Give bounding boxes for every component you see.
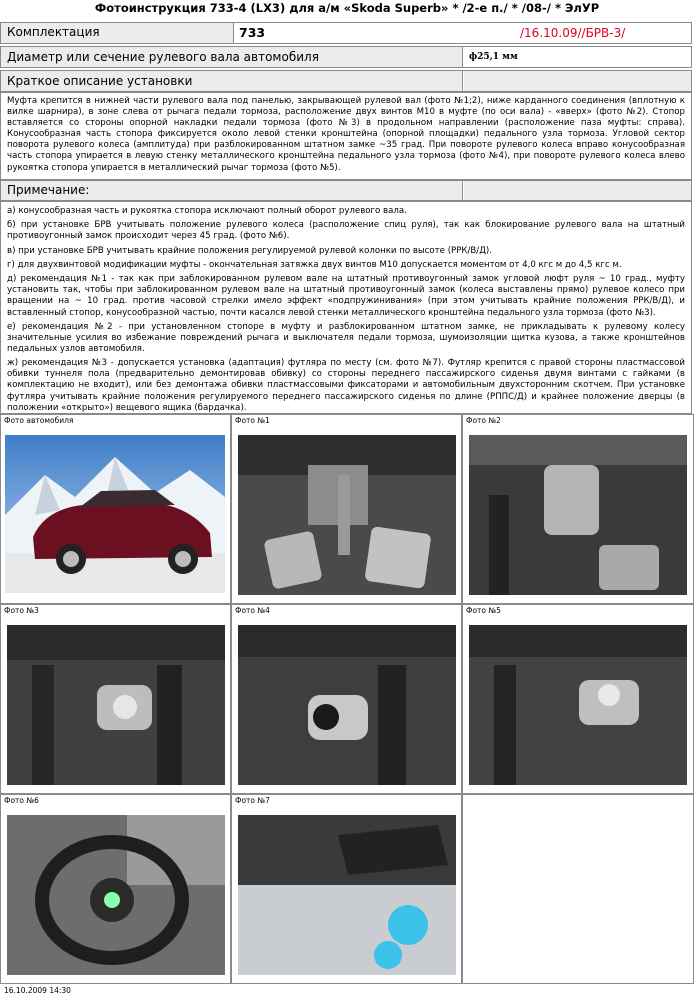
description-label-blank <box>464 71 691 91</box>
notes-label: Примечание: <box>1 181 463 200</box>
notes-list <box>1 202 691 413</box>
photo-label-2: Фото №2 <box>466 416 501 425</box>
photo-label-5: Фото №5 <box>466 606 501 615</box>
photo-5-stopper-left <box>469 625 687 785</box>
description-text-row <box>0 92 692 180</box>
photo-cell-empty <box>462 794 694 984</box>
photo-2-coupling <box>469 435 687 595</box>
photo-label-3: Фото №3 <box>4 606 39 615</box>
photo-cell-4 <box>231 604 462 794</box>
photo-label-4: Фото №4 <box>235 606 270 615</box>
diameter-value: ф25,1 мм <box>469 52 518 62</box>
note-item-e: е) рекомендация №2 - при установленном стопоре в муфту и разблокированном штатном замке, не прикладывать к рулевому колесу значительные усилия во избежание повреждений рычага и выключателя педали тормоза, шумоизоляции щитка кузова, а также кронштейнов педальных узлов автомобиля. <box>7 321 685 354</box>
description-label-row <box>0 70 692 92</box>
photo-cell-1 <box>231 414 462 604</box>
photo-6-steering-wheel <box>7 815 225 975</box>
note-item-v: в) при установке БРВ учитывать крайние положения регулируемой рулевой колонки по высоте (РРК/В/Д). <box>7 245 492 256</box>
photo-1-pedals <box>238 435 456 595</box>
footer-timestamp: 16.10.2009 14:30 <box>4 986 71 995</box>
notes-label-row <box>0 180 692 201</box>
photo-7-case <box>238 815 456 975</box>
photo-cell-6 <box>0 794 231 984</box>
photo-3-stopper <box>7 625 225 785</box>
notes-text-row <box>0 201 692 414</box>
description-label: Краткое описание установки <box>1 71 463 91</box>
komplektaciya-row <box>0 22 692 44</box>
note-item-b: б) при установке БРВ учитывать положение рулевого колеса (расположение спиц руля), так как блокирование рулевого вала на штатный противоугонный замок происходит через 45 град. (фото №6). <box>7 220 685 242</box>
description-text: Муфта крепится в нижней части рулевого вала под панелью, закрывающей рулевой вал (фото №1;2), ниже карданного соединения (вплотную к вилке шарнира), в зоне слева от рычага педали тормоза, расположение двух винтов М10 в муфте (по оси вала) - «вверх» (фото №2). Стопор вставляется со стороны опорной накладки педали тормоза (фото №3) в продольном направлении (расположение паза муфты: справа). Конусообразная часть стопора фиксируется около левой стенки кронштейна (опорной площадки) педального узла тормоза. Угловой сектор поворота рулевого колеса (амплитуда) при разблокированном штатном замке ~35 град. При повороте рулевого колеса вправо конусообразная часть стопора упирается в левую стенку металлического кронштейна педального узла тормоза (фото №4), при повороте рулевого колеса влево рукоятка стопора упирается в металлический рычаг тормоза (фото №5). <box>7 96 685 173</box>
note-item-g: г) для двухвинтовой модификации муфты - окончательная затяжка двух винтов М10 допускается моментом от 4,0 кгс м до 4,5 кгс м. <box>7 259 622 270</box>
photo-4-stopper-right <box>238 625 456 785</box>
photo-label-6: Фото №6 <box>4 796 39 805</box>
photo-label-car: Фото автомобиля <box>4 416 74 425</box>
photo-cell-7 <box>231 794 462 984</box>
note-item-a: а) конусообразная часть и рукоятка стопора исключают полный оборот рулевого вала. <box>7 206 407 216</box>
diameter-row <box>0 46 692 68</box>
diameter-label: Диаметр или сечение рулевого вала автомобиля <box>1 47 463 67</box>
car-photo <box>5 435 225 593</box>
document-title: Фотоинструкция 733-4 (LX3) для а/м «Skoda Superb» * /2-е п./ * /08-/ * ЭлУР <box>94 1 600 15</box>
komplektaciya-label: Комплектация <box>1 23 234 43</box>
notes-label-blank <box>464 181 691 200</box>
photo-cell-5 <box>462 604 694 794</box>
photo-cell-2 <box>462 414 694 604</box>
komplektaciya-value: 733 <box>239 25 266 40</box>
komplektaciya-date-code: /16.10.09//БРВ-3/ <box>520 26 626 40</box>
photo-cell-3 <box>0 604 231 794</box>
note-item-zh: ж) рекомендация №3 - допускается установка (адаптация) футляра по месту (см. фото №7). Футляр крепится с правой стороны пластмассовой обивки туннеля пола (предварительно демонтировав обивку) со стороны переднего пассажирского сиденья двумя винтами с гайками (в комплектацию не входит), или без демонтажа обивки пластмассовыми фиксаторами и автомобильным двухсторонним скотчем. При установке футляра учитывать крайние положения регулируемого переднего пассажирского сиденья по длине (РППС/Д) и крайнее положение дверцы (в положении «открыто») вещевого ящика (бардачка). <box>7 358 685 413</box>
photo-label-7: Фото №7 <box>235 796 270 805</box>
note-item-d: д) рекомендация №1 - так как при заблокированном рулевом вале на штатный противоугонный замок угловой люфт руля ~ 10 град., муфту установить так, чтобы при заблокированном рулевом вале на штатный противоугонный замок (колеса выставлены прямо) рулевое колесо при вращении на ~ 10 град. против часовой стрелки имело эффект «подпружинивания» (при этом учитывать крайние положения РРК/В/Д), и вставленный стопор, конусообразной частью, почти касался левой стенки металлического кронштейна педального узла тормоза (фото №3). <box>7 274 685 318</box>
photo-cell-car <box>0 414 231 604</box>
photo-label-1: Фото №1 <box>235 416 270 425</box>
